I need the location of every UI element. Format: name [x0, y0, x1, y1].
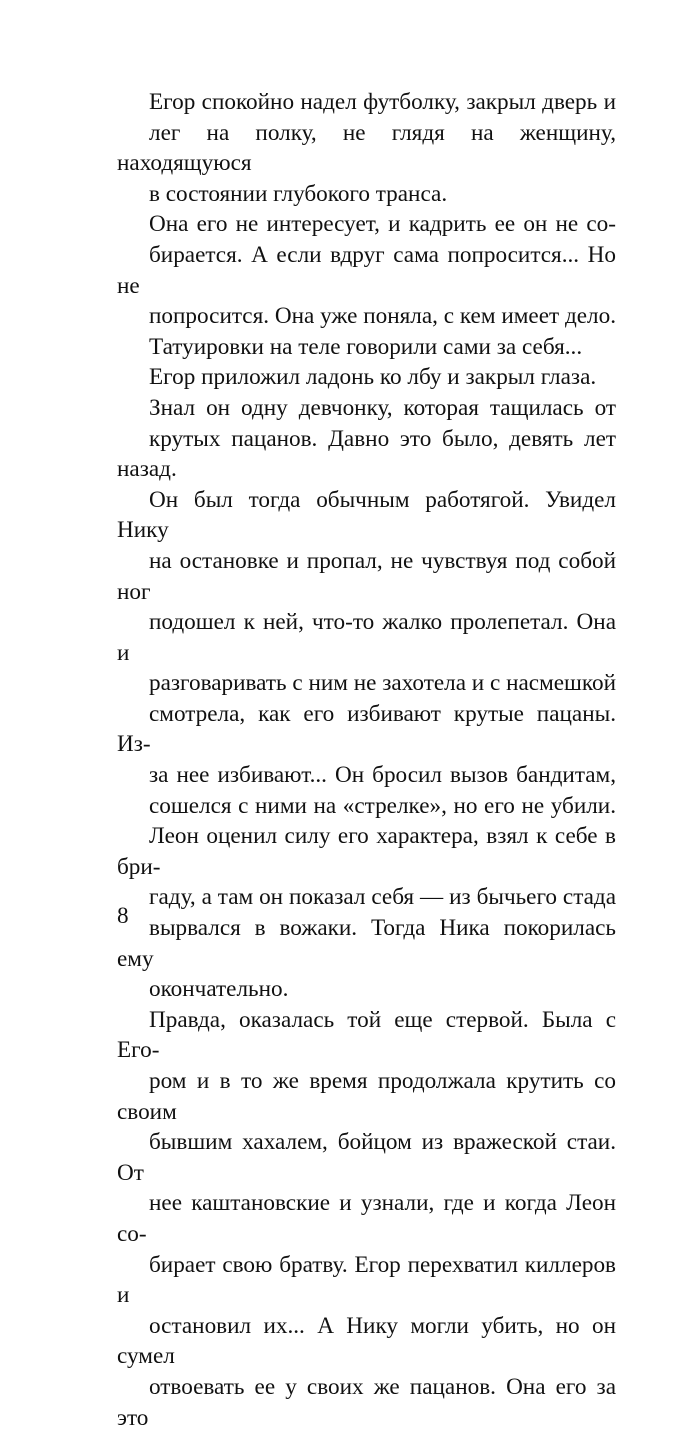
text-line: смотрела, как его избивают крутые пацаны. Из- [117, 700, 616, 758]
text-line: отвоевать ее у своих же пацанов. Она его за это [117, 1373, 616, 1431]
text-line: Егор приложил ладонь ко лбу и закрыл глаза. [149, 364, 597, 391]
text-line: сошелся с ними на «стрелке», но его не убили. [149, 792, 616, 819]
text-line: попросится. Она уже поняла, с кем имеет дело. [149, 303, 616, 330]
text-line: бирается. А если вдруг сама попросится... Но не [117, 241, 616, 299]
text-line: Он был тогда обычным работягой. Увидел Нику [117, 486, 616, 544]
text-line: Знал он одну девчонку, которая тащилась от [149, 394, 616, 421]
text-line: вырвался в вожаки. Тогда Ника покорилась ему [117, 915, 616, 972]
text-line: Татуировки на теле говорили сами за себя... [149, 333, 583, 360]
text-line: за нее избивают... Он бросил вызов бандитам, [149, 762, 616, 789]
text-line: в состоянии глубокого транса. [149, 180, 448, 207]
text-line: окончательно. [149, 976, 289, 1003]
paragraph-5 [117, 1005, 616, 1433]
text-line: на остановке и пропал, не чувствуя под собой ног [117, 547, 616, 605]
text-line: Она его не интересует, и кадрить ее он не со- [149, 211, 616, 238]
text-line: бирает свою братву. Егор перехватил киллеров и [117, 1251, 616, 1309]
text-line: остановил их... А Нику могли убить, но он сумел [117, 1312, 616, 1370]
page-number: 8 [117, 903, 129, 929]
text-line: разговаривать с ним не захотела и с насмешкой [149, 670, 616, 697]
text-line: крутых пацанов. Давно это было, девять лет назад. [117, 425, 616, 483]
text-line: Егор спокойно надел футболку, закрыл дверь и [149, 89, 616, 115]
paragraph-2 [117, 209, 616, 362]
paragraph-4 [117, 393, 616, 1005]
paragraph-3 [117, 362, 616, 393]
text-line: гаду, а там он показал себя — из бычьего стада [149, 884, 616, 911]
text-line: бывшим хахалем, бойцом из вражеской стаи. От [117, 1129, 616, 1186]
text-line: лег на полку, не глядя на женщину, находящуюся [117, 119, 616, 177]
text-line: Правда, оказалась той еще стервой. Была с Его- [117, 1006, 616, 1064]
paragraph-1 [117, 87, 616, 209]
page-body [117, 87, 616, 1433]
text-line: подошел к ней, что-то жалко пролепетал. Она и [117, 609, 616, 666]
text-line: Леон оценил силу его характера, взял к себе в бри- [117, 823, 616, 880]
text-line: ром и в то же время продолжала крутить со своим [117, 1068, 616, 1125]
text-line: нее каштановские и узнали, где и когда Леон со- [117, 1190, 616, 1247]
